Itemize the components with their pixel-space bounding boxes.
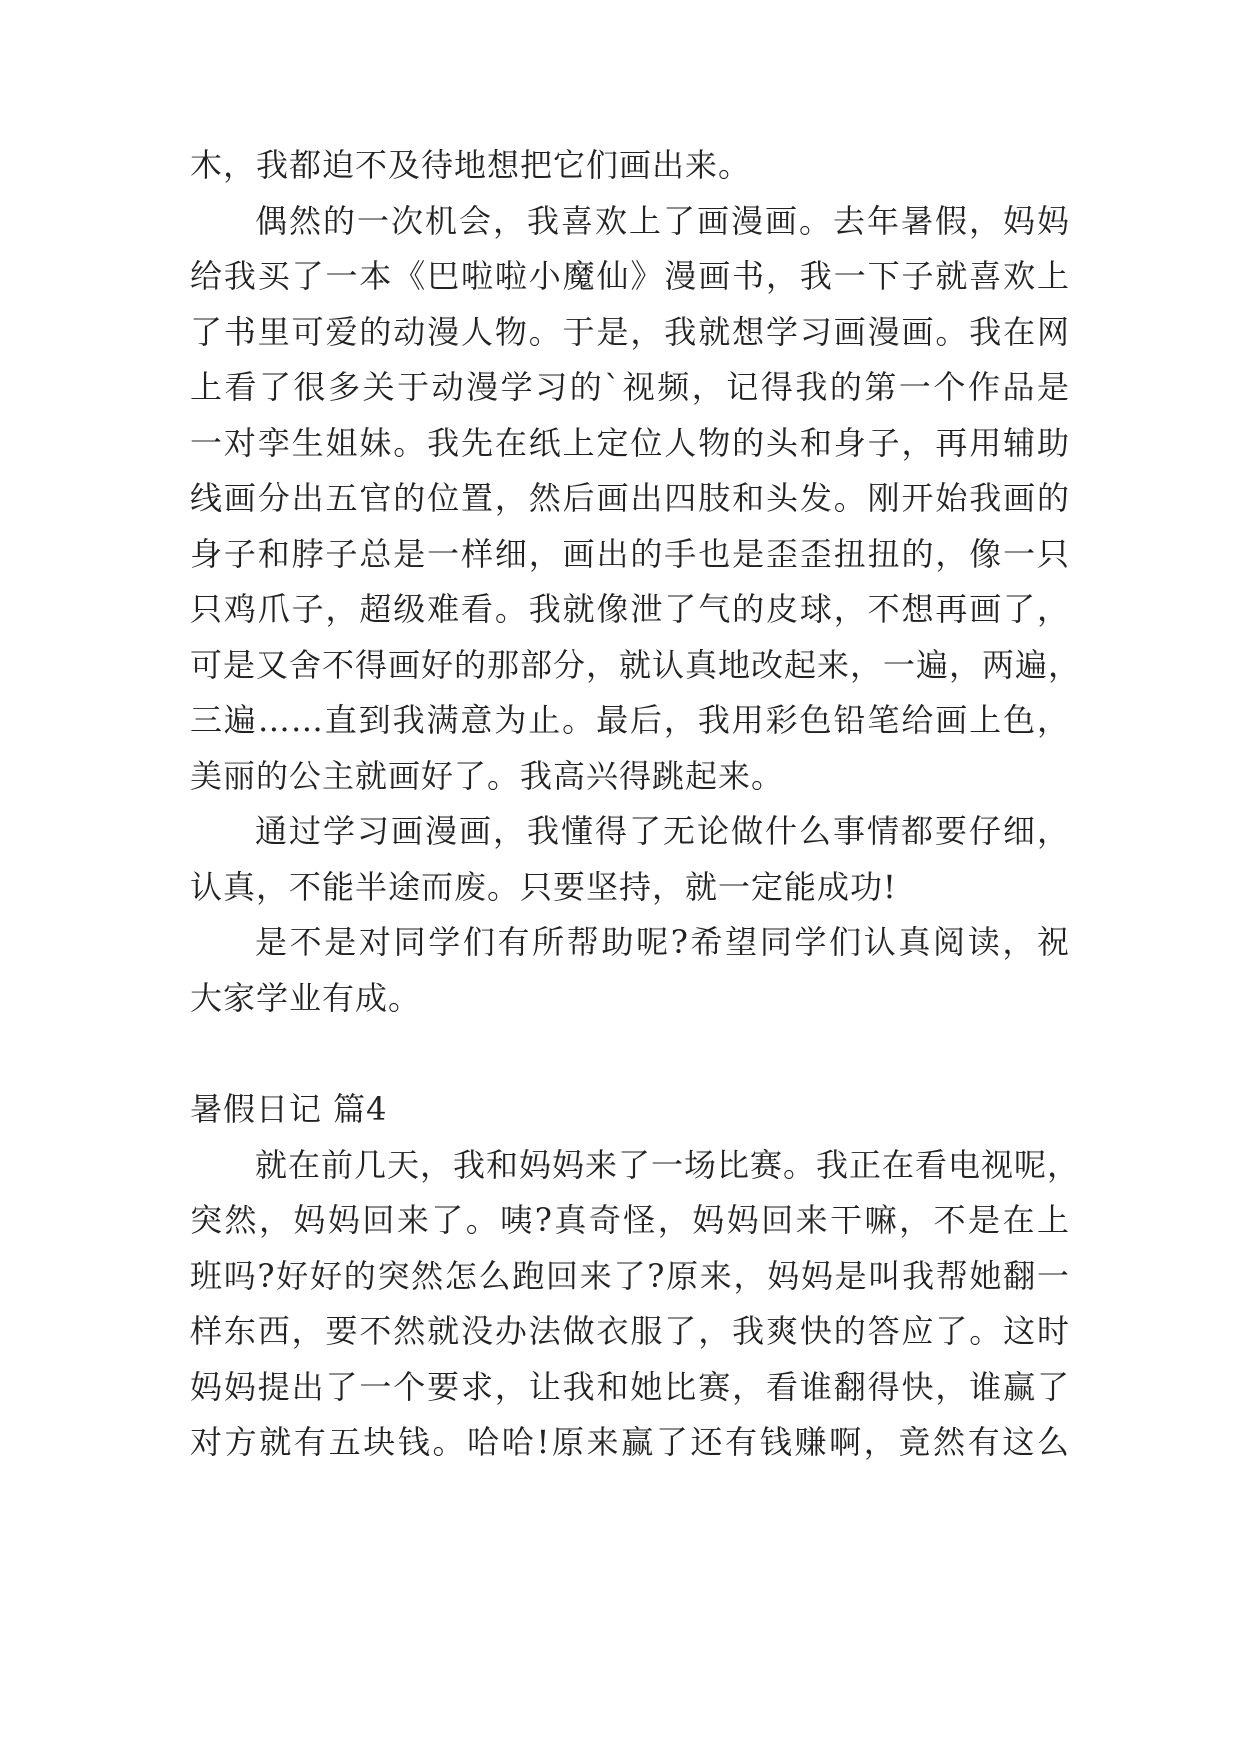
paragraph-line: 对方就有五块钱。哈哈!原来赢了还有钱赚啊，竟然有这么 bbox=[190, 1423, 1070, 1461]
paragraph-line: 一对孪生姐妹。我先在纸上定位人物的头和身子，再用辅助 bbox=[190, 424, 1070, 462]
paragraph-line: 就在前几天，我和妈妈来了一场比赛。我正在看电视呢， bbox=[255, 1146, 1081, 1184]
paragraph-line: 只鸡爪子，超级难看。我就像泄了气的皮球，不想再画了， bbox=[190, 590, 1070, 628]
paragraph-line: 妈妈提出了一个要求，让我和她比赛，看谁翻得快，谁赢了 bbox=[190, 1368, 1070, 1406]
paragraph-line: 通过学习画漫画，我懂得了无论做什么事情都要仔细， bbox=[255, 812, 1070, 850]
paragraph-line: 突然，妈妈回来了。咦?真奇怪，妈妈回来干嘛，不是在上 bbox=[190, 1201, 1070, 1239]
paragraph-line: 上看了很多关于动漫学习的`视频，记得我的第一个作品是 bbox=[190, 368, 1070, 406]
paragraph-line: 美丽的公主就画好了。我高兴得跳起来。 bbox=[190, 757, 785, 795]
paragraph-line: 认真，不能半途而废。只要坚持，就一定能成功! bbox=[190, 868, 897, 906]
paragraph-line: 是不是对同学们有所帮助呢?希望同学们认真阅读，祝 bbox=[255, 923, 1070, 961]
paragraph-line: 班吗?好好的突然怎么跑回来了?原来，妈妈是叫我帮她翻一 bbox=[190, 1257, 1070, 1295]
paragraph-line: 三遍……直到我满意为止。最后，我用彩色铅笔给画上色， bbox=[190, 701, 1070, 739]
paragraph-line: 给我买了一本《巴啦啦小魔仙》漫画书，我一下子就喜欢上 bbox=[190, 257, 1070, 295]
section-heading: 暑假日记 篇4 bbox=[190, 1090, 388, 1128]
paragraph-line: 木，我都迫不及待地想把它们画出来。 bbox=[190, 146, 752, 184]
paragraph-line: 身子和脖子总是一样细，画出的手也是歪歪扭扭的，像一只 bbox=[190, 535, 1070, 573]
paragraph-line: 大家学业有成。 bbox=[190, 979, 422, 1017]
paragraph-line: 样东西，要不然就没办法做衣服了，我爽快的答应了。这时 bbox=[190, 1312, 1070, 1350]
paragraph-line: 偶然的一次机会，我喜欢上了画漫画。去年暑假，妈妈 bbox=[255, 202, 1070, 240]
paragraph-line: 线画分出五官的位置，然后画出四肢和头发。刚开始我画的 bbox=[190, 479, 1070, 517]
paragraph-line: 可是又舍不得画好的那部分，就认真地改起来，一遍，两遍， bbox=[190, 646, 1082, 684]
paragraph-line: 了书里可爱的动漫人物。于是，我就想学习画漫画。我在网 bbox=[190, 313, 1070, 351]
